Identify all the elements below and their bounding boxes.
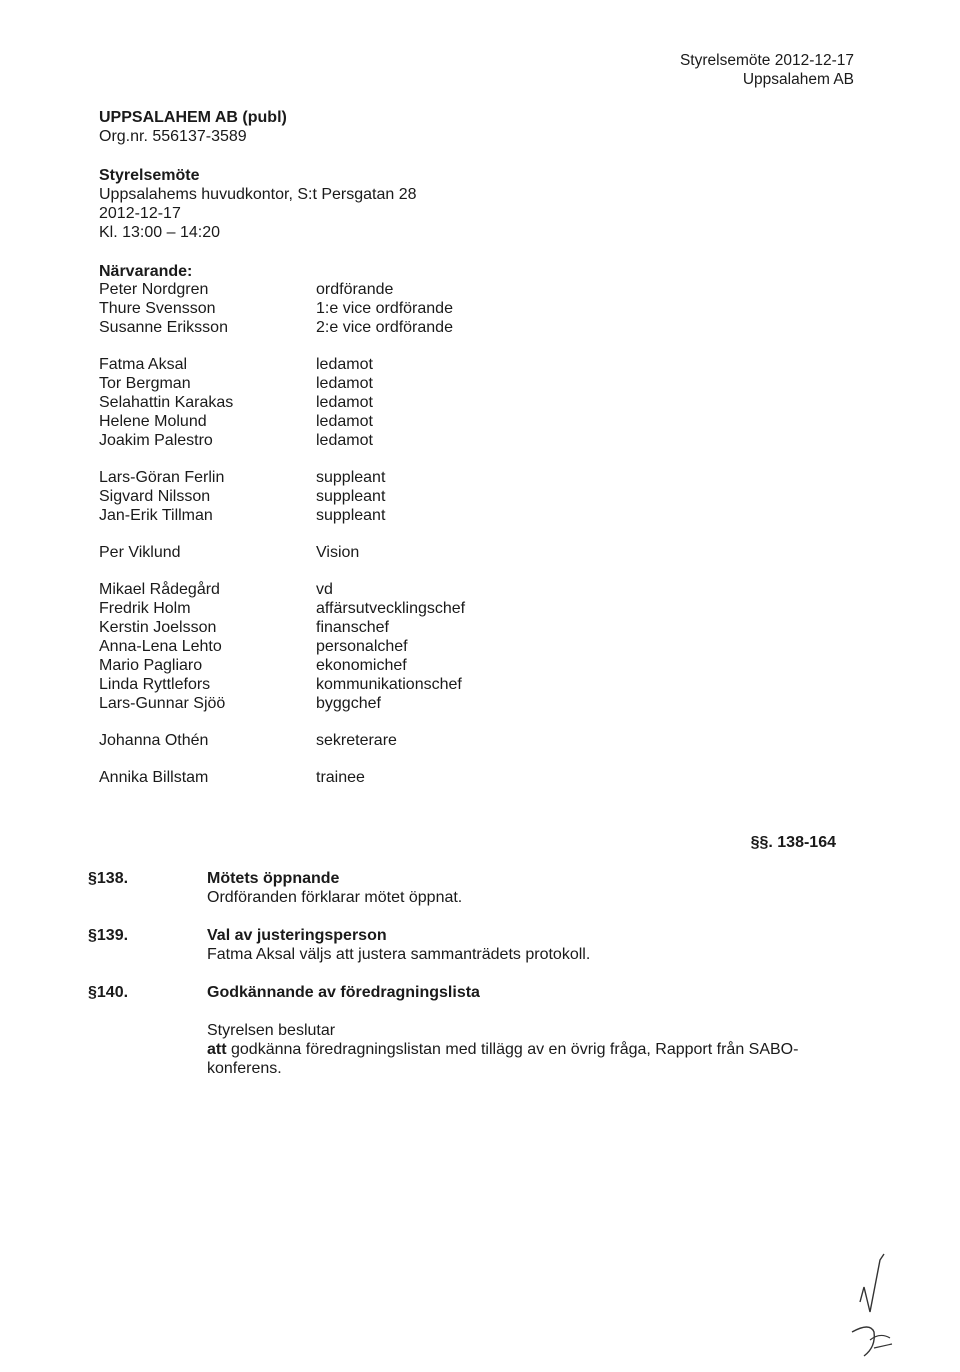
attendee-role: ledamot [316, 413, 373, 430]
attendee-group [99, 280, 539, 337]
attendee-row [99, 675, 539, 694]
attendee-name: Jan-Erik Tillman [99, 507, 213, 524]
attendee-name: Susanne Eriksson [99, 319, 228, 336]
attendee-name: Linda Ryttlefors [99, 676, 211, 693]
attendee-name: Selahattin Karakas [99, 394, 234, 411]
section-text: Ordföranden förklarar mötet öppnat. [207, 889, 463, 906]
section-138 [88, 869, 848, 907]
header-company: Uppsalahem AB [742, 71, 854, 88]
attendee-group [99, 580, 539, 713]
attendee-role: finanschef [316, 619, 389, 636]
attendee-role: personalchef [316, 638, 408, 655]
attendee-group [99, 468, 539, 525]
attendee-row [99, 412, 539, 431]
section-number: §140. [88, 984, 129, 1001]
attendee-row [99, 637, 539, 656]
org-name: UPPSALAHEM AB (publ) [99, 109, 287, 126]
attendee-name: Joakim Palestro [99, 432, 213, 449]
present-title: Närvarande: [99, 263, 193, 280]
attendee-name: Anna-Lena Lehto [99, 638, 222, 655]
attendee-role: kommunikationschef [316, 676, 462, 693]
org-number: Org.nr. 556137-3589 [99, 128, 247, 145]
attendee-role: suppleant [316, 469, 386, 486]
section-number: §138. [88, 870, 129, 887]
attendee-row [99, 731, 539, 750]
attendee-role: ledamot [316, 375, 373, 392]
attendee-row [99, 374, 539, 393]
attendee-role: ledamot [316, 356, 373, 373]
attendee-row [99, 280, 539, 299]
meeting-time: Kl. 13:00 – 14:20 [99, 224, 220, 241]
decision-att: att [207, 1041, 227, 1058]
section-text: Fatma Aksal väljs att justera sammanträdets protokoll. [207, 946, 591, 963]
attendee-row [99, 580, 539, 599]
attendee-role: ordförande [316, 281, 394, 298]
attendee-role: ledamot [316, 394, 373, 411]
attendee-name: Fredrik Holm [99, 600, 191, 617]
attendee-row [99, 318, 539, 337]
attendee-role: suppleant [316, 488, 386, 505]
section-title: Val av justeringsperson [207, 927, 387, 944]
attendee-role: 2:e vice ordförande [316, 319, 453, 336]
paragraph-range: §§. 138-164 [750, 834, 836, 851]
attendee-name: Thure Svensson [99, 300, 216, 317]
attendee-name: Lars-Göran Ferlin [99, 469, 225, 486]
attendee-role: trainee [316, 769, 365, 786]
attendee-name: Johanna Othén [99, 732, 209, 749]
attendee-name: Helene Molund [99, 413, 207, 430]
decision-text [207, 1040, 827, 1078]
attendee-row [99, 431, 539, 450]
attendee-row [99, 393, 539, 412]
section-140 [88, 983, 848, 1078]
section-title: Godkännande av föredragningslista [207, 984, 480, 1001]
attendee-name: Fatma Aksal [99, 356, 188, 373]
attendee-name: Per Viklund [99, 544, 181, 561]
attendee-role: vd [316, 581, 333, 598]
attendee-group [99, 355, 539, 450]
attendee-name: Mario Pagliaro [99, 657, 203, 674]
attendee-row [99, 694, 539, 713]
attendee-name: Annika Billstam [99, 769, 209, 786]
attendee-row [99, 506, 539, 525]
signature-initials [840, 1252, 920, 1362]
attendee-role: byggchef [316, 695, 381, 712]
attendee-role: affärsutvecklingschef [316, 600, 466, 617]
attendee-role: ledamot [316, 432, 373, 449]
decision-body: godkänna föredragningslistan med tillägg av en övrig fråga, Rapport från SABO-konferens. [207, 1041, 799, 1077]
attendee-list [99, 280, 539, 805]
section-139 [88, 926, 848, 964]
meeting-date: 2012-12-17 [99, 205, 181, 222]
attendee-group [99, 731, 539, 750]
attendee-name: Lars-Gunnar Sjöö [99, 695, 226, 712]
meeting-location: Uppsalahems huvudkontor, S:t Persgatan 28 [99, 186, 417, 203]
attendee-role: ekonomichef [316, 657, 407, 674]
attendee-name: Sigvard Nilsson [99, 488, 211, 505]
attendee-group [99, 543, 539, 562]
section-title: Mötets öppnande [207, 870, 340, 887]
attendee-name: Peter Nordgren [99, 281, 209, 298]
attendee-role: suppleant [316, 507, 386, 524]
meeting-title: Styrelsemöte [99, 167, 200, 184]
attendee-name: Kerstin Joelsson [99, 619, 217, 636]
attendee-row [99, 355, 539, 374]
attendee-group [99, 768, 539, 787]
attendee-role: sekreterare [316, 732, 397, 749]
attendee-row [99, 656, 539, 675]
attendee-role: 1:e vice ordförande [316, 300, 453, 317]
meeting-block [99, 166, 417, 242]
attendee-name: Mikael Rådegård [99, 581, 220, 598]
organization-block [99, 108, 287, 146]
header-meeting-date: Styrelsemöte 2012-12-17 [679, 52, 854, 69]
attendee-row [99, 468, 539, 487]
attendee-name: Tor Bergman [99, 375, 191, 392]
attendee-role: Vision [316, 544, 360, 561]
page-header [680, 51, 854, 89]
attendee-row [99, 487, 539, 506]
attendee-row [99, 543, 539, 562]
section-number: §139. [88, 927, 129, 944]
decision-intro: Styrelsen beslutar [207, 1022, 336, 1039]
attendee-row [99, 599, 539, 618]
attendee-row [99, 299, 539, 318]
attendee-row [99, 768, 539, 787]
attendee-row [99, 618, 539, 637]
